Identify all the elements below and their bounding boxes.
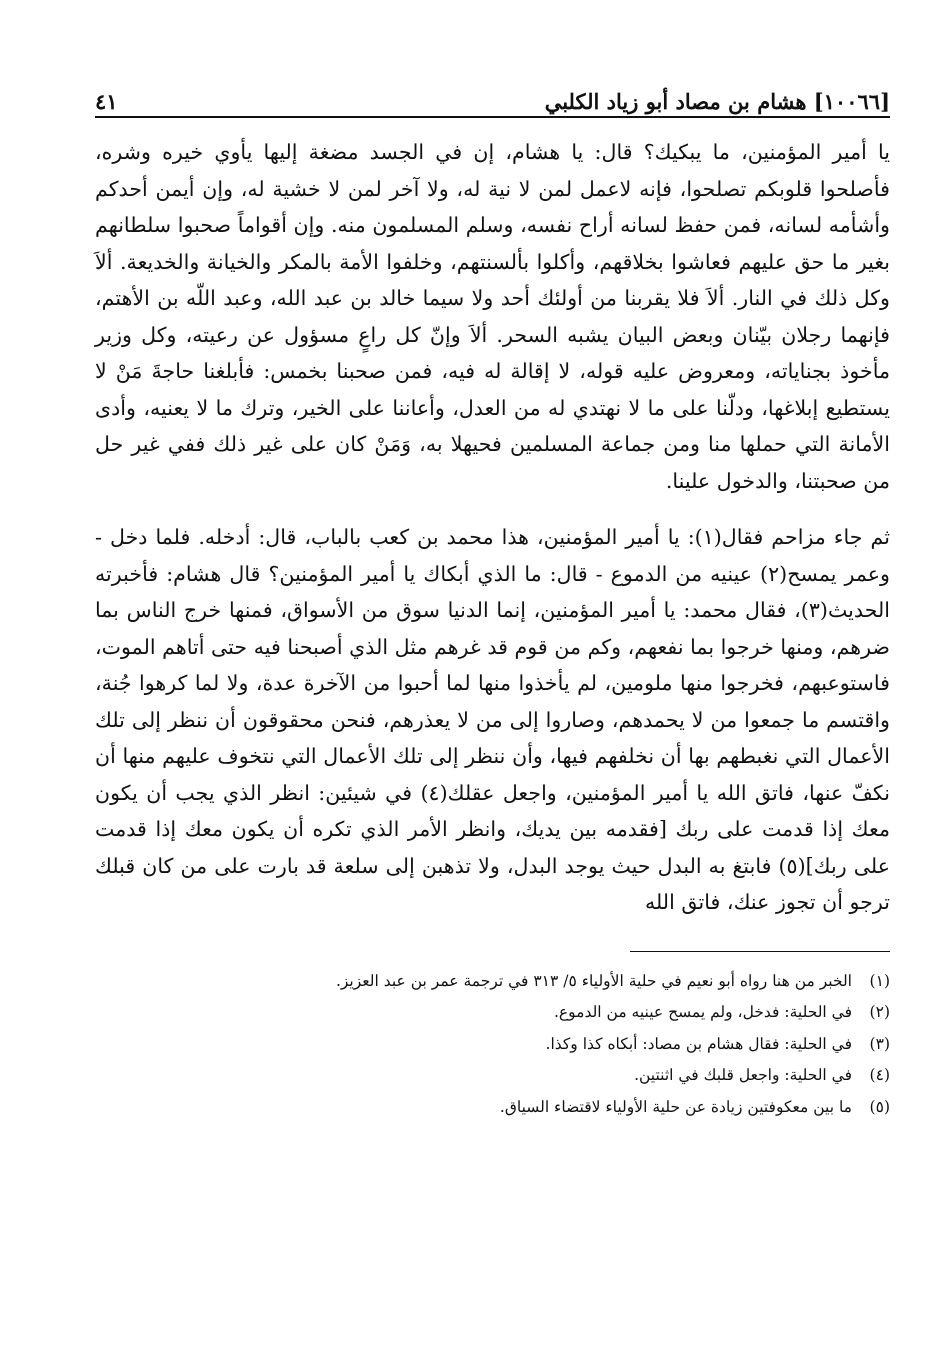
footnote-key: (٣) xyxy=(869,1034,890,1053)
footnote-item xyxy=(95,1029,890,1061)
footnote-key: (٥) xyxy=(869,1097,890,1116)
footnote-item xyxy=(95,1092,890,1124)
book-page xyxy=(95,78,890,1123)
paragraph-1: يا أمير المؤمنين، ما يبكيك؟ قال: يا هشام، إن في الجسد مضغة إليها يأوي خيره وشره، فأصلحوا قلوبكم تصلحوا، فإنه لاعمل لمن لا نية له، ولا آخر لمن لا خشية له، وإن أيمن أحدكم وأشأمه لسانه، فمن حفظ لسانه أراح نفسه، وسلم المسلمون منه. وإن أقواماً صحبوا سلطانهم بغير ما حق عليهم فعاشوا بخلاقهم، وأكلوا بألسنتهم، وخلفوا الأمة بالمكر والخيانة والخديعة. ألاَ وكل ذلك في النار. ألاَ فلا يقربنا من أولئك أحد ولا سيما خالد بن عبد الله، وعبد اللّه بن الأهتم، فإنهما رجلان بيّنان وبعض البيان يشبه السحر. ألاَ وإنّ كل راعٍ مسؤول عن رعيته، وكل وزير مأخوذ بجناياته، ومعروض عليه قوله، لا إقالة له فيه، فمن صحبنا بخمس: فأبلغنا حاجةَ مَنْ لا يستطيع إبلاغها، ودلّنا على ما لا نهتدي له من العدل، وأعاننا على الخير، وترك ما لا يعنيه، وأدى الأمانة التي حملها منا ومن جماعة المسلمين فحيهلا به، وَمَنْ كان على غير ذلك ففي غير حل من صحبتنا، والدخول علينا. xyxy=(95,140,890,493)
chapter-title: [١٠٠٦٦] هشام بن مصاد أبو زياد الكلبي xyxy=(544,89,890,114)
running-header xyxy=(95,78,890,118)
footnotes xyxy=(95,966,890,1124)
footnote-item xyxy=(95,966,890,998)
footnote-key: (١) xyxy=(869,971,890,990)
main-text xyxy=(95,134,890,921)
footnote-text: الخبر من هنا رواه أبو نعيم في حلية الأولياء ٥/ ٣١٣ في ترجمة عمر بن عبد العزيز. xyxy=(335,971,852,990)
footnote-text: في الحلية: فقال هشام بن مصاد: أبكاه كذا وكذا. xyxy=(545,1034,852,1053)
footnote-key: (٤) xyxy=(869,1066,890,1084)
footnote-separator xyxy=(630,951,890,952)
paragraph-2: ثم جاء مزاحم فقال(١): يا أمير المؤمنين، هذا محمد بن كعب بالباب، قال: أدخله. فلما دخل - وعمر يمسح(٢) عينيه من الدموع - قال: ما الذي أبكاك يا أمير المؤمنين؟ قال هشام: فأخبرته الحديث(٣)، فقال محمد: يا أمير المؤمنين، إنما الدنيا سوق من الأسواق، فمنها خرج الناس بما ضرهم، ومنها خرجوا بما نفعهم، وكم من قوم قد غرهم مثل الذي أصبحنا فيه حتى أتاهم الموت، فاستوعبهم، فخرجوا منها ملومين، لم يأخذوا منها لما أحبوا من الآخرة عدة، ولا لما كرهوا جُنة، واقتسم ما جمعوا من لا يحمدهم، وصاروا إلى من لا يعذرهم، فنحن محقوقون أن ننظر إلى تلك الأعمال التي نغبطهم بها أن نخلفهم فيها، وأن ننظر إلى تلك الأعمال التي نتخوف عليهم منها أن نكفّ عنها، فاتق الله يا أمير المؤمنين، واجعل عقلك(٤) في شيئين: انظر الذي يجب أن يكون معك إذا قدمت على ربك [فقدمه بين يديك، وانظر الأمر الذي تكره أن يكون معك إذا قدمت على ربك](٥) فابتغ به البدل حيث يوجد البدل، ولا تذهبن إلى سلعة قد بارت على من كان قبلك ترجو أن تجوز عنك، فاتق الله xyxy=(95,525,891,914)
footnote-text: ما بين معكوفتين زيادة عن حلية الأولياء لاقتضاء السياق. xyxy=(499,1097,852,1116)
footnote-item xyxy=(95,997,890,1029)
page-number: ٤١ xyxy=(95,89,118,114)
footnote-text: في الحلية: فدخل، ولم يمسح عينيه من الدموع. xyxy=(553,1003,852,1021)
footnote-key: (٢) xyxy=(869,1003,890,1021)
footnote-item xyxy=(95,1060,890,1092)
footnote-text: في الحلية: واجعل قلبك في اثنتين. xyxy=(634,1066,852,1084)
